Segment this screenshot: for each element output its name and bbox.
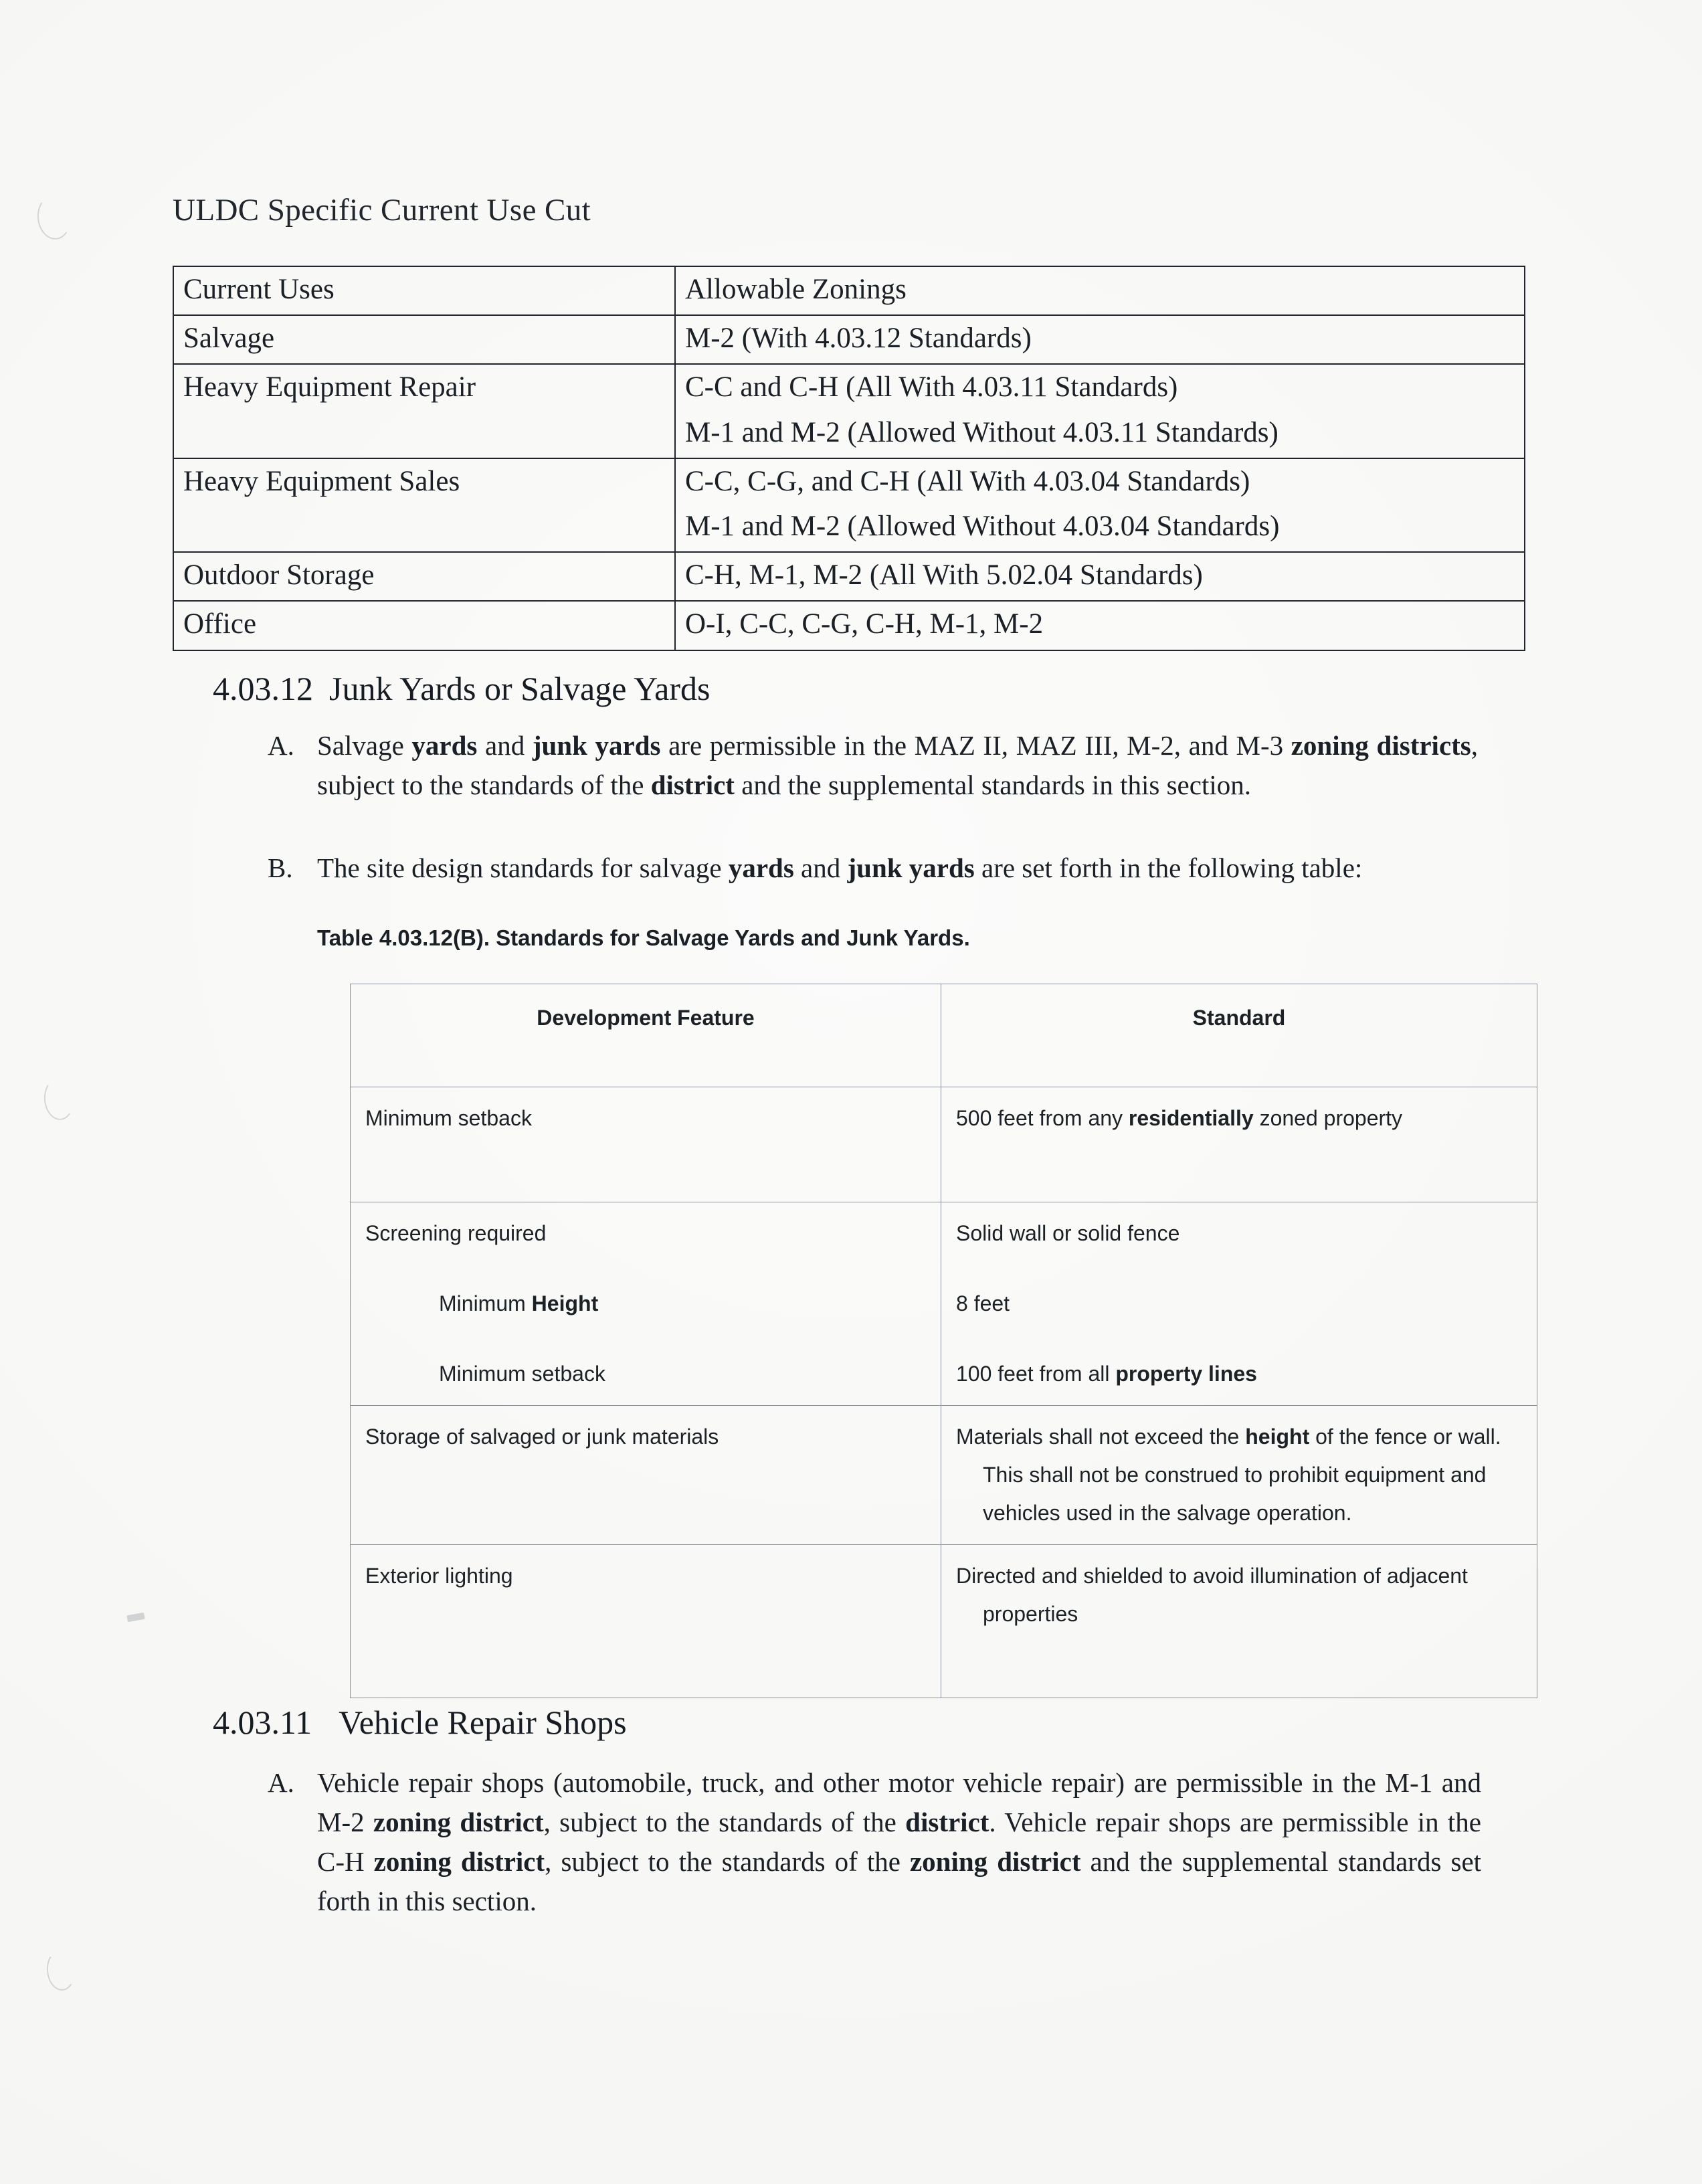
zoning-line: O-I, C-C, C-G, C-H, M-1, M-2 bbox=[685, 608, 1044, 640]
table-row bbox=[173, 364, 1525, 458]
zoning-line: C-H, M-1, M-2 (All With 5.02.04 Standards) bbox=[685, 559, 1203, 592]
standards-table-caption: Table 4.03.12(B). Standards for Salvage Yards and Junk Yards. bbox=[317, 925, 970, 950]
cell-standard: 500 feet from any residentially zoned property bbox=[941, 1087, 1537, 1202]
cell-current-use: Heavy Equipment Repair bbox=[173, 364, 675, 458]
table-row bbox=[351, 1405, 1537, 1544]
page-title: ULDC Specific Current Use Cut bbox=[173, 193, 591, 227]
table-row bbox=[173, 458, 1525, 552]
section-heading-4-03-12 bbox=[213, 669, 710, 708]
cell-allowable-zonings bbox=[675, 552, 1525, 601]
cell-allowable-zonings bbox=[675, 601, 1525, 650]
paragraph-text: Vehicle repair shops (automobile, truck, and other motor vehicle repair) are permissible in the M-1 and M-2 zoning district, subject to the standards of the district. Vehicle repair shops are permissible in the C-H zoning district, subject to the standards of the zoning district and the supplemental standards set forth in this section. bbox=[317, 1767, 1482, 1917]
section-title: Vehicle Repair Shops bbox=[339, 1704, 627, 1741]
paragraph-text: The site design standards for salvage yards and junk yards are set forth in the following table: bbox=[317, 852, 1363, 883]
cell-current-use: Outdoor Storage bbox=[173, 552, 675, 601]
zoning-line: M-1 and M-2 (Allowed Without 4.03.04 Standards) bbox=[685, 510, 1280, 542]
cell-development-feature: Minimum setback bbox=[351, 1087, 941, 1202]
cell-allowable-zonings bbox=[675, 315, 1525, 364]
list-letter: A. bbox=[268, 1767, 294, 1798]
cell-development-feature: Screening required Minimum Height Minimum setback bbox=[351, 1202, 941, 1405]
column-header-development-feature: Development Feature bbox=[351, 984, 941, 1087]
paragraph-4-03-12-b bbox=[268, 848, 1478, 888]
cell-development-feature: Storage of salvaged or junk materials bbox=[351, 1405, 941, 1544]
table-row bbox=[173, 601, 1525, 650]
standards-table bbox=[350, 984, 1537, 1698]
table-row bbox=[173, 315, 1525, 364]
cell-standard: Directed and shielded to avoid illumination of adjacent properties bbox=[941, 1544, 1537, 1698]
table-header-row bbox=[351, 984, 1537, 1087]
column-header-allowable-zonings: Allowable Zonings bbox=[675, 266, 1525, 315]
table-row bbox=[351, 1544, 1537, 1698]
cell-current-use: Heavy Equipment Sales bbox=[173, 458, 675, 552]
paragraph-4-03-12-a bbox=[268, 726, 1479, 805]
table-row bbox=[351, 1087, 1537, 1202]
standards-table-body bbox=[351, 1087, 1537, 1698]
column-header-current-uses: Current Uses bbox=[173, 266, 675, 315]
paragraph-4-03-11-a bbox=[268, 1763, 1482, 1921]
standards-table-head bbox=[351, 984, 1537, 1087]
list-letter: A. bbox=[268, 730, 294, 761]
column-header-standard: Standard bbox=[941, 984, 1537, 1087]
zoning-line: C-C and C-H (All With 4.03.11 Standards) bbox=[685, 371, 1178, 403]
current-uses-table-head bbox=[173, 266, 1525, 315]
cell-development-feature: Exterior lighting bbox=[351, 1544, 941, 1698]
zoning-line: M-1 and M-2 (Allowed Without 4.03.11 Standards) bbox=[685, 416, 1279, 448]
zoning-line: M-2 (With 4.03.12 Standards) bbox=[685, 323, 1032, 355]
paragraph-text: Salvage yards and junk yards are permissible in the MAZ II, MAZ III, M-2, and M-3 zoning districts, subject to the standards of the district and the supplemental standards in this section. bbox=[317, 730, 1479, 801]
current-uses-table-body bbox=[173, 315, 1525, 650]
section-number: 4.03.12 bbox=[213, 670, 313, 707]
table-header-row bbox=[173, 266, 1525, 315]
section-heading-4-03-11 bbox=[213, 1703, 627, 1742]
list-letter: B. bbox=[268, 852, 293, 883]
table-row bbox=[351, 1202, 1537, 1405]
section-title: Junk Yards or Salvage Yards bbox=[329, 670, 711, 707]
cell-standard: Materials shall not exceed the height of the fence or wall. This shall not be construed to prohibit equipment and vehicles used in the salvage operation. bbox=[941, 1405, 1537, 1544]
cell-allowable-zonings bbox=[675, 364, 1525, 458]
section-number: 4.03.11 bbox=[213, 1704, 312, 1741]
cell-standard: Solid wall or solid fence 8 feet 100 feet from all property lines bbox=[941, 1202, 1537, 1405]
cell-allowable-zonings bbox=[675, 458, 1525, 552]
cell-current-use: Salvage bbox=[173, 315, 675, 364]
cell-current-use: Office bbox=[173, 601, 675, 650]
table-row bbox=[173, 552, 1525, 601]
current-uses-table bbox=[173, 266, 1525, 651]
zoning-line: C-C, C-G, and C-H (All With 4.03.04 Standards) bbox=[685, 465, 1250, 497]
